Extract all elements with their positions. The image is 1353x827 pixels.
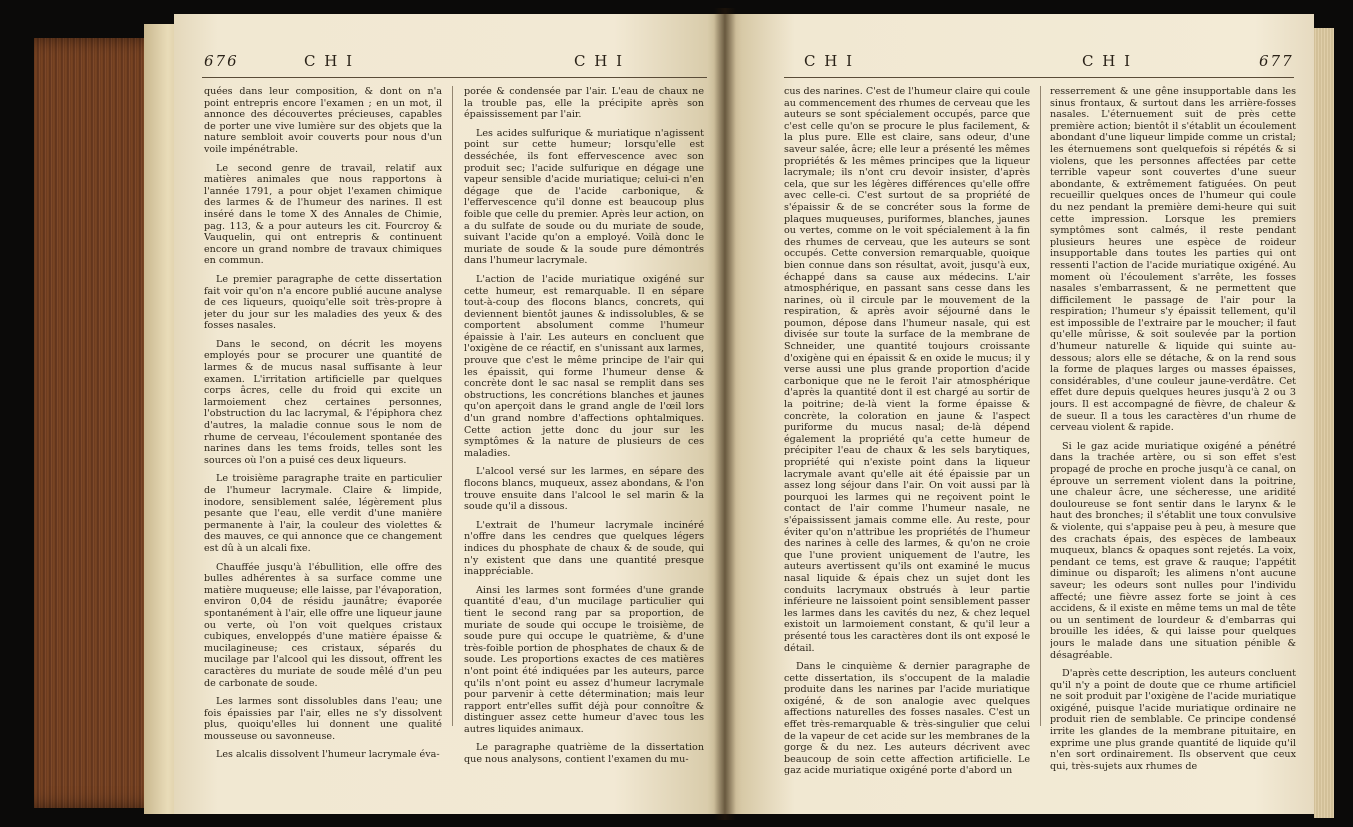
page-number: 676 <box>204 52 239 70</box>
column-divider <box>452 86 453 726</box>
text-column <box>464 86 704 796</box>
right-header <box>724 52 1314 78</box>
left-header <box>174 52 724 78</box>
paragraph: Le troisième paragraphe traite en particulier de l'humeur lacrymale. Claire & limpide, inodore, sensiblement salée, légèrement plus pesante que l'eau, elle verdit d'une manière permanente à l'air, la couleur des violettes & des mauves, ce qui annonce que ce changement est dû à un alcali fixe. <box>204 473 442 554</box>
running-head: C H I <box>304 52 355 70</box>
right-page <box>724 14 1314 814</box>
paragraph: Les alcalis dissolvent l'humeur lacrymale éva- <box>216 749 440 761</box>
paragraph: Les larmes sont dissolubles dans l'eau; une fois épaissies par l'air, elles ne s'y dissolvent plus, quoiqu'elles lui donnent une qualité mousseuse ou savonneuse. <box>204 696 442 742</box>
text-column <box>204 86 442 796</box>
paragraph: Les acides sulfurique & muriatique n'agissent point sur cette humeur; lorsqu'elle est desséchée, ils font effervescence avec son produit sec; l'acide sulfurique en dégage une vapeur sensible d'acide muriatique; celui-ci n'en dégage que de l'acide carbonique, & l'effervescence qu'il donne est beaucoup plus foible que celle du premier. Après leur action, on a du sulfate de soude ou du muriate de soude, suivant l'acide qu'on a employé. Voilà donc le muriate de soude & la soude pure démontrés dans l'humeur lacrymale. <box>464 127 704 267</box>
paragraph: Dans le second, on décrit les moyens employés pour se procurer une quantité de larmes & de mucus nasal suffisante à leur examen. L'irritation artificielle par quelques corps âcres, celle du froid qui excite un larmoiement chez certaines personnes, l'obstruction du lac lacrymal, & l'épiphora chez d'autres, la maladie connue sous le nom de rhume de cerveau, l'écoulement spontanée des narines dans les tems froids, telles sont les sources où l'on a puisé ces deux liqueurs. <box>204 338 442 466</box>
running-head: C H I <box>574 52 625 70</box>
paragraph: Le premier paragraphe de cette dissertation fait voir qu'on n'a encore publié aucune analyse de ces liqueurs, quoiqu'elle soit très-propre à jeter du jour sur les maladies des yeux & des fosses nasales. <box>204 273 442 332</box>
open-book <box>34 8 1334 820</box>
running-head: C H I <box>1082 52 1133 70</box>
paragraph: Le second genre de travail, relatif aux matières animales que nous rapportons à l'année 1791, a pour objet l'examen chimique des larmes & de l'humeur des narines. Il est inséré dans le tome X des Annales de Chimie, pag. 113, & a pour auteurs les cit. Fourcroy & Vauquelin, qui ont entrepris & continuent encore un grand nombre de travaux chimiques en commun. <box>204 162 442 267</box>
column-divider <box>1040 86 1041 726</box>
paragraph: Dans le cinquième & dernier paragraphe de cette dissertation, ils s'occupent de la maladie produite dans les narines par l'acide muriatique oxigéné, & de son analogie avec quelques affections naturelles des fosses nasales. C'est un effet très-remarquable & très-singulier que celui de la vapeur de cet acide sur les membranes de la gorge & du nez. Les auteurs décrivent avec beaucoup de soin cette affection artificielle. Le gaz acide muriatique oxigéné porte d'abord un <box>784 661 1030 777</box>
paragraph: quées dans leur composition, & dont on n'a point entrepris encore l'examen ; en un mot, il annonce des découvertes précieuses, capables de porter une vive lumière sur des objets que la nature sembloit avoir couverts pour nous d'un voile impénétrable. <box>204 86 442 155</box>
paragraph: resserrement & une gêne insupportable dans les sinus frontaux, & surtout dans les arrière-fosses nasales. L'éternuement suit de près cette première action; bientôt il s'établit un écoulement abondant d'une liqueur limpide comme un cristal; les éternuemens sont quelquefois si répétés & si violens, que les personnes affectées par cette terrible vapeur sont couvertes d'une sueur abondante, & extrêmement fatiguées. On peut recueillir quelques onces de l'humeur qui coule du nez pendant la première demi-heure qui suit cette impression. Lorsque les premiers symptômes sont calmés, il reste pendant plusieurs heures une espèce de roideur insupportable dans toutes les parties qui ont ressenti l'action de l'acide muriatique oxigéné. Au moment où l'écoulement s'arrête, les fosses nasales s'embarrassent, & ne permettent que difficilement le passage de l'air pour la respiration; l'humeur s'y épaissit tellement, qu'il est impossible de l'extraire par le moucher; il faut qu'elle mûrisse, & soit soulevée par la portion d'humeur naturelle & liquide qui suinte au-dessous; alors elle se détache, & on la rend sous la forme de plaques larges ou masses épaisses, considérables, d'une couleur jaune-verdâtre. Cet effet dure depuis quelques heures jusqu'à 2 ou 3 jours. Il est accompagné de fièvre, de chaleur & de sueur. Il a tous les caractères d'un rhume de cerveau violent & rapide. <box>1050 86 1296 434</box>
paragraph: L'extrait de l'humeur lacrymale incinéré n'offre dans les cendres que quelques légers indices du phosphate de chaux & de soude, qui n'y existent que dans une quantité presque inappréciable. <box>464 519 704 578</box>
paragraph: L'alcool versé sur les larmes, en sépare des flocons blancs, muqueux, assez abondans, & l'on trouve ensuite dans l'alcool le sel marin & la soude qu'il a dissous. <box>464 466 704 513</box>
page-number: 677 <box>1259 52 1294 70</box>
paragraph: L'action de l'acide muriatique oxigéné sur cette humeur, est remarquable. Il en sépare tout-à-coup des flocons blancs, concrets, qui deviennent bientôt jaunes & indissolubles, & se comportent absolument comme l'humeur épaissie à l'air. Les auteurs en concluent que l'oxigène de ce réactif, en s'unissant aux larmes, prouve que c'est le même principe de l'air qui les épaissit, qui forme l'humeur dense & concrète dont le sac nasal se remplit dans ses obstructions, les concrétions blanches et jaunes qu'on aperçoit dans le grand angle de l'œil lors d'un grand nombre d'affections ophtalmiques. Cette action jette donc du jour sur les symptômes & la nature de plusieurs de ces maladies. <box>464 273 704 459</box>
right-page-stack <box>1314 28 1334 818</box>
header-rule <box>784 77 1294 78</box>
left-page <box>174 14 724 814</box>
paragraph: Si le gaz acide muriatique oxigéné a pénétré dans la trachée artère, ou si son effet s'est propagé de proche en proche jusqu'à ce canal, on éprouve un serrement violent dans la poitrine, une chaleur âcre, une sécheresse, une aridité douloureuse se font sentir dans le larynx & le haut des bronches; il s'établit une toux convulsive & violente, qui s'appaise peu à peu, à mesure que des crachats épais, des espèces de lambeaux muqueux, blancs & opaques sont rejetés. La voix, pendant ce tems, est grave & rauque; l'appétit diminue ou disparoît; les alimens n'ont aucune saveur; les odeurs sont nulles pour l'individu affecté; une fièvre assez forte se joint à ces accidens, & il existe en même tems un mal de tête ou un sentiment de lourdeur & d'embarras qui brouille les idées, & qui laisse pour quelques jours le malade dans une situation pénible & désagréable. <box>1050 440 1296 661</box>
text-column <box>1050 86 1296 796</box>
paragraph: Ainsi les larmes sont formées d'une grande quantité d'eau, d'un mucilage particulier qui tient le second rang par sa proportion, de muriate de soude qui occupe le troisième, de soude pure qui occupe le quatrième, & d'une très-foible portion de phosphates de chaux & de soude. Les proportions exactes de ces matières n'ont point été indiquées par les auteurs, parce qu'ils n'ont point eu assez d'humeur lacrymale pour parvenir à cette détermination; mais leur rapport entr'elles suffit déjà pour connoître & distinguer assez cette humeur d'avec tous les autres liquides animaux. <box>464 584 704 735</box>
paragraph: cus des narines. C'est de l'humeur claire qui coule au commencement des rhumes de cerveau que les auteurs se sont spécialement occupés, parce que c'est celle qu'on se procure le plus facilement, & la plus pure. Elle est claire, sans odeur, d'une saveur salée, âcre; elle leur a présenté les mêmes propriétés & les mêmes principes que la liqueur lacrymale; ils n'ont cru devoir insister, d'après cela, que sur les légères différences qu'elle offre avec celle-ci. C'est surtout de sa propriété de s'épaissir & de se concréter sous la forme de plaques muqueuses, puriformes, blanches, jaunes ou vertes, comme on le voit spécialement à la fin des rhumes de cerveau, que les auteurs se sont occupés. Cette conversion remarquable, quoique bien connue dans son résultat, avoit, jusqu'à eux, échappé dans sa cause aux médecins. L'air atmosphérique, en passant sans cesse dans les narines, où il circule par le mouvement de la respiration, & après avoir séjourné dans le poumon, dépose dans l'humeur nasale, qui est divisée sur toute la surface de la membrane de Schneider, une quantité toujours croissante d'oxigène qui en épaissit & en oxide le mucus; il y verse aussi une plus grande proportion d'acide carbonique que ne le feroit l'air atmosphérique d'après la quantité dont il est chargé au sortir de la poitrine; de-là vient la forme épaisse & concrète, la coloration en jaune & l'aspect puriforme du mucus nasal; de-là dépend également la propriété qu'a cette humeur de précipiter l'eau de chaux & les sels barytiques, propriété qui n'existe point dans la liqueur lacrymale avant qu'elle ait été épaissie par un assez long séjour dans l'air. On voit aussi par là pourquoi les larmes qui ne reçoivent point le contact de l'air comme l'humeur nasale, ne s'épaississent jamais comme elle. Au reste, pour éviter qu'on n'attribue les propriétés de l'humeur des narines à celle des larmes, & qu'on ne croie que l'une provient uniquement de l'autre, les auteurs avertissent qu'ils ont examiné le mucus nasal liquide & épais chez un sujet dont les conduits lacrymaux obstrués à leur partie inférieure ne laissoient point sensiblement passer les larmes dans les cavités du nez, & chez lequel existoit un larmoiement constant, & qu'il leur a présenté tous les caractères dont ils ont exposé le détail. <box>784 86 1030 654</box>
paragraph: porée & condensée par l'air. L'eau de chaux ne la trouble pas, elle la précipite après son épaississement par l'air. <box>464 86 704 121</box>
paragraph: Le paragraphe quatrième de la dissertation que nous analysons, contient l'examen du mu- <box>464 742 704 766</box>
book-gutter <box>714 8 736 820</box>
text-column <box>784 86 1030 796</box>
paragraph: Chauffée jusqu'à l'ébullition, elle offre des bulles adhérentes à sa surface comme une matière muqueuse; elle laisse, par l'évaporation, environ 0,04 de résidu jaunâtre; évaporée spontanément à l'air, elle offre une liqueur jaune ou verte, où l'on voit quelques cristaux cubiques, enveloppés d'une matière épaisse & mucilagineuse; ces cristaux, séparés du mucilage par l'alcool qui les dissout, offrent les caractères du muriate de soude mêlé d'un peu de carbonate de soude. <box>204 561 442 689</box>
paragraph: D'après cette description, les auteurs concluent qu'il n'y a point de doute que ce rhume artificiel ne soit produit par l'oxigène de l'acide muriatique oxigéné, puisque l'acide muriatique ordinaire ne produit rien de semblable. Ce principe condensé irrite les glandes de la membrane pituitaire, en exprime une plus grande quantité de liquide qu'il n'en sort ordinairement. Ils observent que ceux qui, très-sujets aux rhumes de <box>1050 668 1296 772</box>
running-head: C H I <box>804 52 855 70</box>
header-rule <box>202 77 707 78</box>
